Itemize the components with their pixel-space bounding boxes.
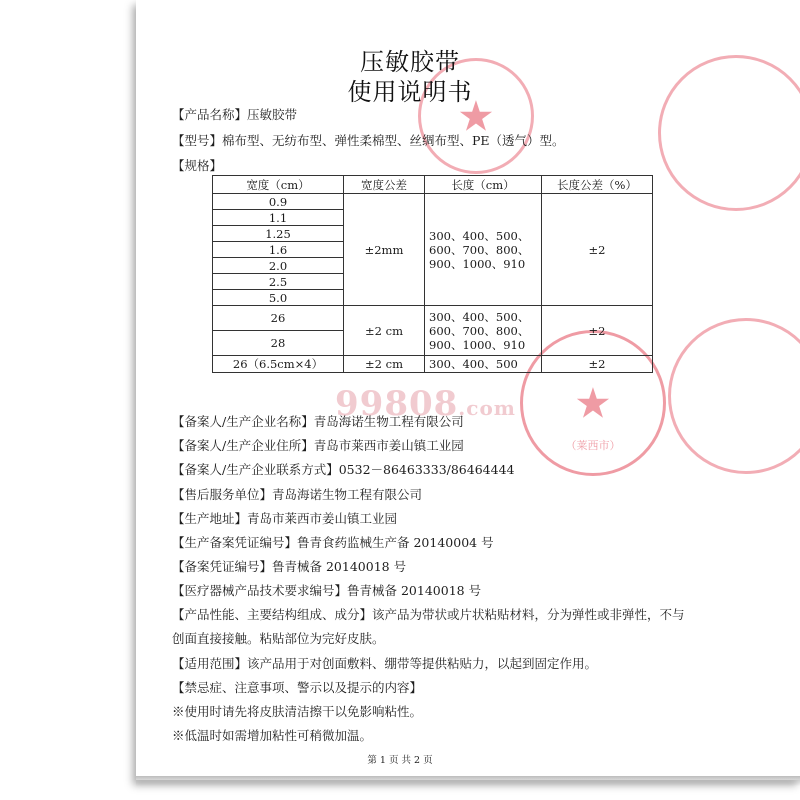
width-tol-cell: ±2mm xyxy=(344,194,425,306)
table-row xyxy=(213,194,653,210)
page-footer: 第 1 页 共 2 页 xyxy=(367,755,433,766)
width-cell: 1.1 xyxy=(213,210,344,226)
product-name-line: 【产品名称】压敏胶带 xyxy=(172,107,298,122)
header-width: 宽度（cm） xyxy=(213,176,344,194)
header-length-tol: 长度公差（%） xyxy=(542,176,653,194)
spec-label: 【规格】 xyxy=(172,158,223,173)
width-tol-cell: ±2 cm xyxy=(344,356,425,373)
scope-line: 【适用范围】该产品用于对创面敷料、绷带等提供粘贴力，以起到固定作用。 xyxy=(172,656,598,671)
watermark-main: 99808 xyxy=(335,384,459,424)
table-row xyxy=(213,306,653,331)
length-cell: 300、400、500 xyxy=(425,356,542,373)
width-cell: 2.0 xyxy=(213,258,344,274)
length-cell: 300、400、500、600、700、800、900、1000、910 xyxy=(425,194,542,306)
spec-table xyxy=(212,175,653,373)
document-subtitle: 使用说明书 xyxy=(347,78,473,106)
watermark-suffix: .com xyxy=(458,396,516,420)
header-width-tol: 宽度公差 xyxy=(344,176,425,194)
width-cell: 2.5 xyxy=(213,274,344,290)
production-filing-number-line: 【生产备案凭证编号】鲁青食药监械生产备 20140004 号 xyxy=(172,535,494,550)
performance-line-cont: 创面直接接触。粘贴部位为完好皮肤。 xyxy=(172,631,385,646)
company-seal-right-top xyxy=(658,55,800,211)
width-cell: 0.9 xyxy=(213,194,344,210)
filer-address-line: 【备案人/生产企业住所】青岛市莱西市姜山镇工业园 xyxy=(172,438,464,453)
tech-requirement-line: 【医疗器械产品技术要求编号】鲁青械备 20140018 号 xyxy=(172,583,482,598)
after-sales-line: 【售后服务单位】青岛海诺生物工程有限公司 xyxy=(172,487,423,502)
width-cell: 1.6 xyxy=(213,242,344,258)
length-tol-cell: ±2 xyxy=(542,356,653,373)
note-line-1: ※使用时请先将皮肤清洁擦干以免影响粘性。 xyxy=(172,704,423,719)
star-icon: ★ xyxy=(457,91,495,141)
table-header-row xyxy=(213,176,653,194)
width-cell: 26（6.5cm×4） xyxy=(213,356,344,373)
page-shadow xyxy=(136,776,800,786)
document-title: 压敏胶带 xyxy=(360,48,460,76)
length-tol-cell: ±2 xyxy=(542,306,653,356)
seal-subtext: （莱西市） xyxy=(565,439,621,452)
note-line-2: ※低温时如需增加粘性可稍微加温。 xyxy=(172,728,373,743)
length-tol-cell: ±2 xyxy=(542,194,653,306)
width-cell: 26 xyxy=(213,306,344,331)
width-cell: 1.25 xyxy=(213,226,344,242)
star-icon: ★ xyxy=(574,378,612,428)
performance-line: 【产品性能、主要结构组成、成分】该产品为带状或片状粘贴材料，分为弹性或非弹性，不与 xyxy=(172,607,685,622)
filer-contact-line: 【备案人/生产企业联系方式】0532－86463333/86464444 xyxy=(172,462,515,477)
width-tol-cell: ±2 cm xyxy=(344,306,425,356)
width-cell: 5.0 xyxy=(213,290,344,306)
table-row xyxy=(213,356,653,373)
header-length: 长度（cm） xyxy=(425,176,542,194)
filer-name-line: 【备案人/生产企业名称】青岛海诺生物工程有限公司 xyxy=(172,414,464,429)
contraindication-heading: 【禁忌症、注意事项、警示以及提示的内容】 xyxy=(172,680,423,695)
length-cell: 300、400、500、600、700、800、900、1000、910 xyxy=(425,306,542,356)
model-line: 【型号】棉布型、无纺布型、弹性柔棉型、丝绸布型、PE（透气）型。 xyxy=(172,133,565,148)
width-cell: 28 xyxy=(213,331,344,356)
production-address-line: 【生产地址】青岛市莱西市姜山镇工业园 xyxy=(172,511,398,526)
filing-number-line: 【备案凭证编号】鲁青械备 20140018 号 xyxy=(172,559,407,574)
